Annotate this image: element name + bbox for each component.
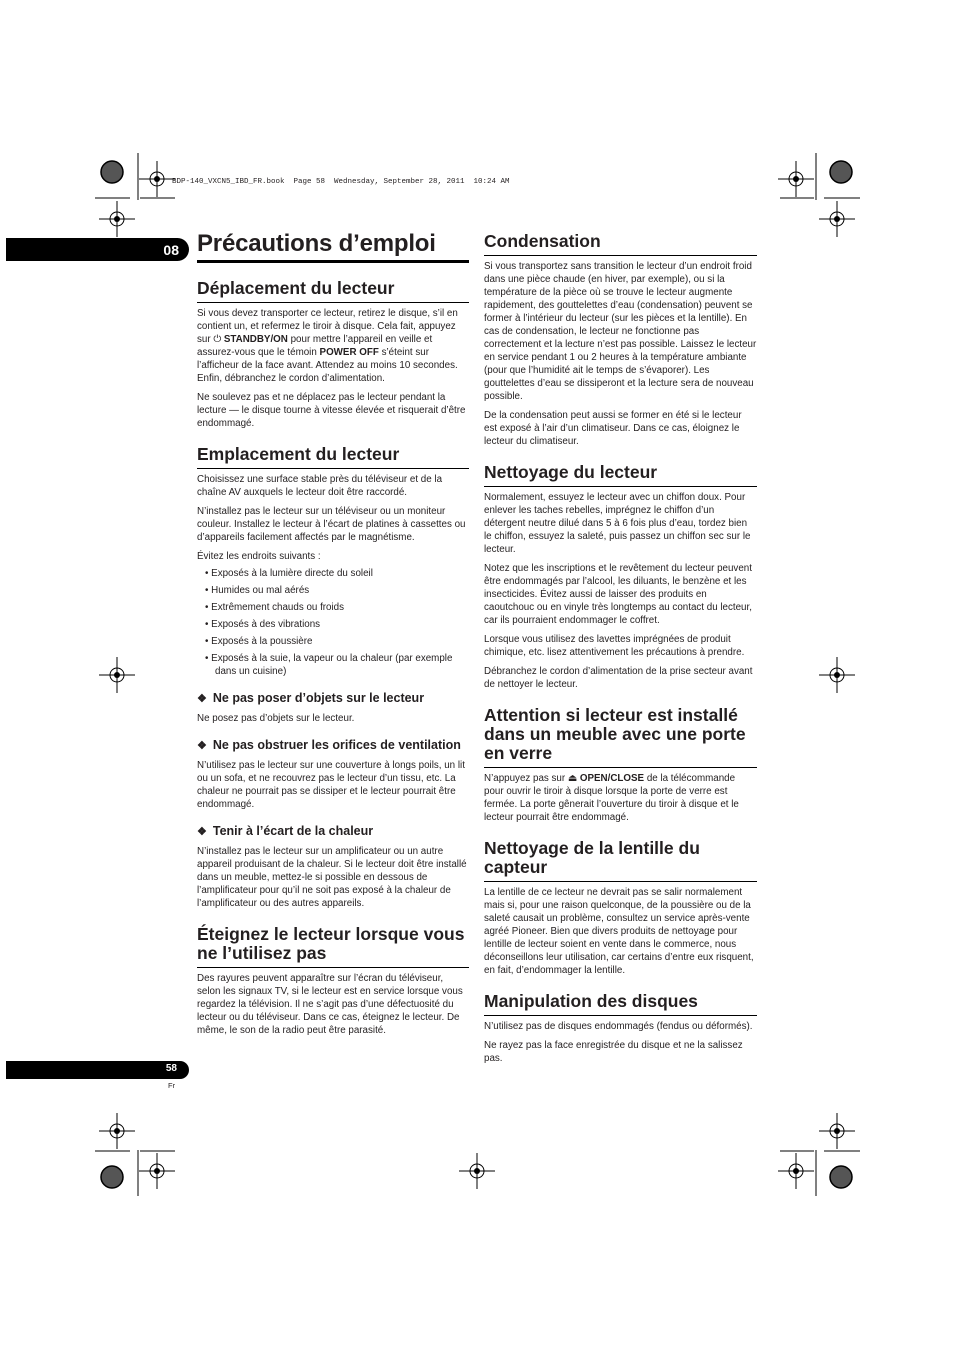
subheading-text: Ne pas poser d’objets sur le lecteur [212,691,425,705]
subheading [197,823,469,841]
section-eteignez [197,925,469,1037]
chapter-number: 08 [163,242,179,258]
section-heading: Emplacement du lecteur [197,445,469,469]
paragraph: Débranchez le cordon d’alimentation de la prise secteur avant de nettoyer le lecteur. [484,666,753,690]
power-off-indicator-label: POWER OFF [319,347,379,358]
paragraph: Ne soulevez pas et ne déplacez pas le lecteur pendant la lecture — le disque tourne à vitesse élevée et risquerait d’être endommagé. [197,392,466,429]
crosshair-icon [819,1113,855,1149]
subheading-text: Ne pas obstruer les orifices de ventilation [212,738,461,752]
crosshair-icon [819,657,855,693]
section-heading: Éteignez le lecteur lorsque vous ne l’utilisez pas [197,925,469,968]
right-column [484,232,757,1065]
list-item: • Extrêmement chauds ou froids [197,601,469,614]
section-heading: Condensation [484,232,757,256]
subheading [197,690,469,708]
eject-icon: ⏏ [567,773,580,784]
section-condensation [484,232,757,448]
paragraph: De la condensation peut aussi se former en été si le lecteur est exposé à l’air d’un climatiseur. Dans ce cas, éloignez le lecteur du climatiseur. [484,410,742,447]
crosshair-icon [139,1153,175,1189]
standby-on-button-label: STANDBY/ON [223,334,288,345]
crosshair-icon [459,1153,495,1189]
paragraph: Ne posez pas d’objets sur le lecteur. [197,713,355,724]
avoid-list [197,567,469,678]
section-heading: Manipulation des disques [484,992,757,1016]
text-run: pour mettre l’appareil en veille et assurez-vous que le témoin [197,334,433,358]
text-run: de la télécommande pour ouvrir le tiroir à disque lorsque la porte de verre est fermée. La porte gênerait l’ouverture du tiroir à disque et le lecteur pourrait être endommagé. [484,773,739,823]
section-heading: Attention si lecteur est installé dans un meuble avec une porte en verre [484,706,757,768]
paragraph: Évitez les endroits suivants : [197,551,321,562]
paragraph [197,307,469,385]
crosshair-icon [99,657,135,693]
page-tab [6,1061,189,1079]
crosshair-icon [99,201,135,237]
registration-target-icon [830,161,852,183]
page-number: 58 [165,1063,177,1074]
print-info-line: BDP-140_VXCN5_IBD_FR.book Page 58 Wednesday, September 28, 2011 10:24 AM [172,178,510,186]
chapter-tab [6,238,189,261]
paragraph [484,772,757,824]
list-item: • Exposés à la poussière [197,635,469,648]
list-item: • Exposés à des vibrations [197,618,469,631]
paragraph: Notez que les inscriptions et le revêtement du lecteur peuvent être endommagés par l’alcool, les diluants, le benzène et les insecticides. Évitez aussi de laisser des produits en caoutchouc ou en vinyle très longtemps au contact du lecteur, car ils pourraient endommager le coffret. [484,563,752,626]
paragraph: Si vous transportez sans transition le lecteur d’un endroit froid dans une pièce chaude (en hiver, par exemple), ou si la température de la pièce où se trouve le lecteur augmente rapidement, des gouttelettes d’eau (condensation) peuvent se former à l’intérieur du lecteur (sur les pièces et la lentille). En cas de condensation, le lecteur ne fonctionne pas correctement et la lecture n’est pas possible. Laissez le lecteur en service pendant 1 ou 2 heures à la température ambiante (pour que l’humidité ait le temps de s’évaporer). Les gouttelettes d’eau se dissiperont et la lecture sera de nouveau possible. [484,261,757,402]
section-deplacement [197,279,469,430]
subheading [197,737,469,755]
text-run: Si vous devez transporter ce lecteur, retirez le disque, s’il en contient un, et refermez le tiroir à disque. Cela fait, appuyez sur [197,308,458,345]
section-attention [484,706,757,824]
registration-target-icon [101,161,123,183]
paragraph: Des rayures peuvent apparaître sur l’écran du téléviseur, selon les signaux TV, si le lecteur est en service lorsque vous regardez la télévision. Il ne s’agit pas d’une défectuosité du lecteur ou du téléviseur. Dans ce cas, éteignez le lecteur. De même, le son de la radio peut être parasité. [197,973,463,1036]
page-title: Précautions d’emploi [197,230,469,263]
paragraph: Choisissez une surface stable près du téléviseur et de la chaîne AV auxquels le lecteur doit être raccordé. [197,474,443,498]
registration-target-icon [101,1166,123,1188]
list-item: • Exposés à la suie, la vapeur ou la chaleur (par exemple dans un cuisine) [197,652,469,678]
crosshair-icon [778,161,814,197]
section-nettoyage [484,463,757,691]
section-heading: Nettoyage de la lentille du capteur [484,839,757,882]
left-column [197,230,469,1037]
text-run: N’appuyez pas sur [484,773,568,784]
paragraph: N’utilisez pas de disques endommagés (fendus ou déformés). [484,1021,753,1032]
paragraph: Ne rayez pas la face enregistrée du disque et ne la salissez pas. [484,1040,743,1064]
open-close-button-label: OPEN/CLOSE [579,773,645,784]
paragraph: N’installez pas le lecteur sur un téléviseur ou un moniteur couleur. Installez le lecteur à l’écart de platines à cassettes ou d’appareils facilement affectés par le magnétisme. [197,506,466,543]
crosshair-icon [778,1153,814,1189]
section-lentille [484,839,757,977]
paragraph: N’installez pas le lecteur sur un amplificateur ou un autre appareil produisant de la chaleur. Si le lecteur doit être installé dans un meuble, mettez-le si possible en dessous de l’amplificateur pour qu’il ne soit pas exposé à la chaleur de l’amplificateur ou des autres appareils. [197,846,467,909]
text-run: s’éteint sur l’afficheur de la face avant. Attendez au moins 10 secondes. Enfin, débranchez le cordon d’alimentation. [197,347,458,384]
crosshair-icon [99,1113,135,1149]
diamond-icon: ❖ [197,740,207,752]
language-code: Fr [168,1081,176,1090]
section-heading: Nettoyage du lecteur [484,463,757,487]
section-emplacement [197,445,469,910]
crosshair-icon [139,161,175,197]
paragraph: N’utilisez pas le lecteur sur une couverture à longs poils, un lit ou un sofa, et ne recouvrez pas le lecteur d’un tissu, etc. La chaleur ne pourrait pas se dissiper et le lecteur pourrait être endommagé. [197,760,465,810]
section-disques [484,992,757,1065]
section-heading: Déplacement du lecteur [197,279,469,303]
subheading-text: Tenir à l’écart de la chaleur [212,824,374,838]
crosshair-icon [819,201,855,237]
diamond-icon: ❖ [197,693,207,705]
paragraph: Lorsque vous utilisez des lavettes imprégnées de produit chimique, etc. lisez attentivement les précautions à prendre. [484,634,745,658]
diamond-icon: ❖ [197,826,207,838]
list-item: • Exposés à la lumière directe du soleil [197,567,469,580]
list-item: • Humides ou mal aérés [197,584,469,597]
paragraph: Normalement, essuyez le lecteur avec un chiffon doux. Pour enlever les taches rebelles, imprégnez le chiffon d’un détergent neutre dilué dans 5 à 6 fois plus d’eau, tordez bien le chiffon, essuyez la saleté, puis passez un chiffon sec sur le lecteur. [484,492,751,555]
registration-target-icon [830,1166,852,1188]
power-icon: ⏻ [213,334,224,345]
paragraph: La lentille de ce lecteur ne devrait pas se salir normalement mais si, pour une raison quelconque, de la poussière ou de la saleté causait un problème, consultez un service après-vente agréé Pioneer. Bien que divers produits de nettoyage pour lentille de lecteur soient en vente dans le commerce, nous déconseillons leur utilisation, car certains d’entre eux risquent, en fait, d’endommager la lentille. [484,887,754,976]
